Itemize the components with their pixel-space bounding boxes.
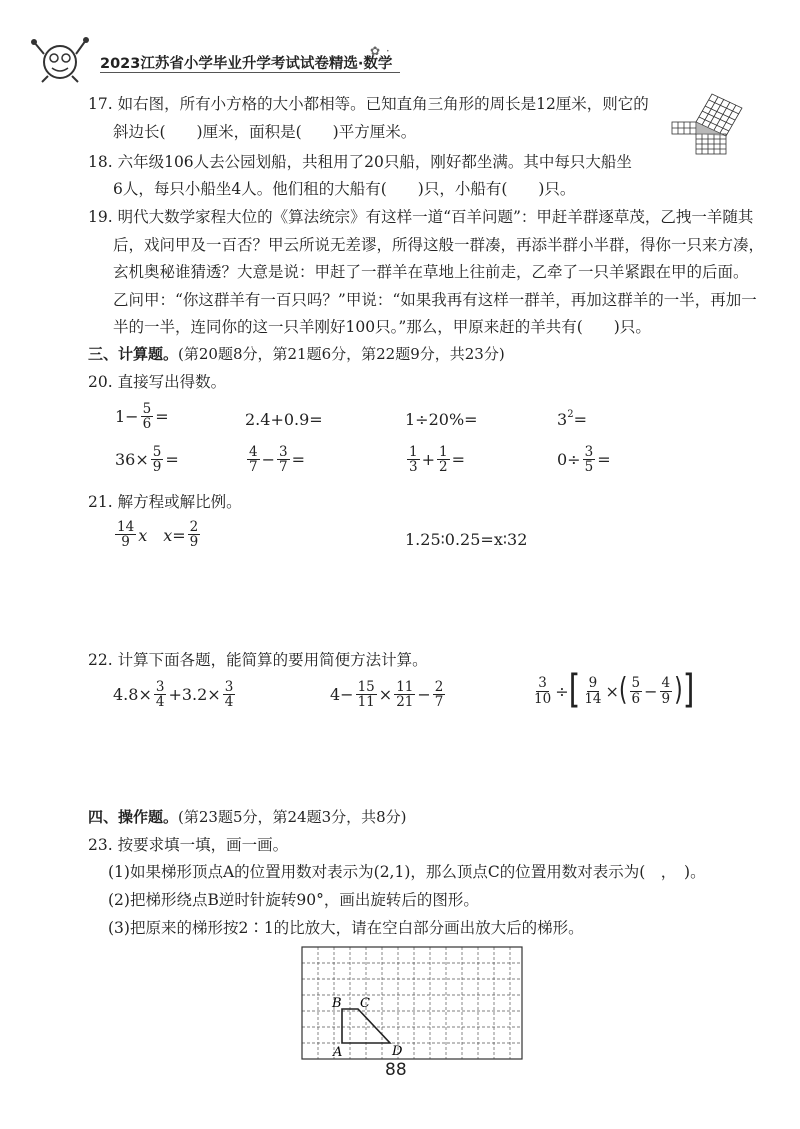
denominator: 7: [279, 459, 288, 476]
numerator: 15: [357, 679, 375, 695]
operator: −: [644, 681, 658, 701]
q19-line5: 半的一半，连同你的这一只羊刚好100只。”那么，甲原来赶的羊共有( )只。: [113, 318, 651, 336]
operator: ×: [378, 685, 393, 705]
numerator: 3: [538, 675, 547, 692]
numerator: 5: [142, 401, 152, 417]
vertex-label-d: D: [392, 1044, 403, 1059]
fraction: [532, 676, 553, 705]
section3-note: (第20题8分，第21题6分，第22题9分，共23分): [178, 345, 505, 363]
section4-note: (第23题5分，第24题3分，共8分): [178, 808, 407, 826]
fraction: [582, 676, 603, 705]
section3-heading: [88, 343, 505, 364]
denominator: 2: [439, 459, 448, 476]
operator: ÷: [555, 681, 569, 701]
denominator: 21: [396, 694, 414, 711]
pythagoras-figure: [662, 88, 754, 156]
q19-line4: 乙问甲：“你这群羊有一百只吗？”甲说：“如果我再有这样一群羊，再加这群羊的一半，再加一: [113, 291, 757, 309]
q20-expr-1: [115, 402, 169, 431]
numerator: 5: [152, 444, 162, 460]
vertex-label-a: A: [333, 1045, 343, 1060]
header-rule: [100, 72, 400, 73]
numerator: 3: [584, 444, 594, 460]
q17-line1: 17. 如右图，所有小方格的大小都相等。已知直角三角形的周长是12厘米，则它的: [88, 95, 649, 113]
fraction: [630, 676, 643, 705]
expr-text: x x=: [138, 526, 186, 546]
denominator: 9: [189, 534, 199, 551]
operator: ×: [605, 681, 619, 701]
vertex-label-c: C: [360, 996, 370, 1011]
q18-line2: 6人，每只小船坐4人。他们租的大船有( )只，小船有( )只。: [113, 180, 576, 198]
expr-text: +3.2×: [168, 685, 221, 705]
numerator: 3: [279, 444, 288, 460]
expr-text: =: [165, 450, 179, 470]
numerator: 3: [224, 679, 234, 695]
right-bracket: ]: [682, 667, 695, 714]
q19-line3: 玄机奥秘谁猜透？大意是说：甲赶了一群羊在草地上往前走，乙牵了一只羊紧跟在甲的后面。: [113, 263, 749, 281]
q20-expr-2: 2.4+0.9=: [245, 410, 323, 429]
numerator: 1: [409, 444, 418, 460]
expr-text: 4.8×: [113, 685, 152, 705]
left-bracket: [: [568, 667, 581, 714]
fraction: [223, 680, 236, 709]
header-title: 2023江苏省小学毕业升学考试试卷精选·数学: [100, 56, 393, 72]
expr-text: =: [155, 407, 169, 427]
operator: +: [421, 450, 435, 470]
numerator: 2: [434, 679, 444, 695]
numerator: 3: [155, 679, 165, 695]
denominator: 3: [409, 459, 418, 476]
denominator: 4: [155, 694, 165, 711]
stars-icon: ✿ ·: [370, 44, 391, 58]
fraction: [433, 680, 446, 709]
numerator: 4: [249, 444, 258, 460]
q23-part1: (1)如果梯形顶点A的位置用数对表示为(2,1)，那么顶点C的位置用数对表示为( ， )。: [108, 863, 706, 881]
fraction: [660, 676, 673, 705]
expr-text: 1−: [115, 407, 139, 427]
denominator: 9: [661, 690, 671, 707]
section4-heading: [88, 806, 407, 827]
q23-part3: (3)把原来的梯形按2∶1的比放大，请在空白部分画出放大后的梯形。: [108, 919, 584, 937]
q19-line2: 后，戏问甲及一百否？甲云所说无差谬，所得这般一群凑，再添半群小半群，得你一只来方凑，: [113, 236, 765, 254]
denominator: 7: [249, 459, 258, 476]
denominator: 6: [631, 690, 641, 707]
denominator: 11: [357, 694, 375, 711]
q23-title: 23. 按要求填一填，画一画。: [88, 836, 289, 854]
expr-text: =: [573, 410, 587, 429]
q19-line1: 19. 明代大数学家程大位的《算法统宗》有这样一道“百羊问题”：甲赶羊群逐草茂，乙拽一羊随其: [88, 208, 754, 226]
expr-text: 0÷: [557, 450, 581, 470]
denominator: 5: [584, 459, 594, 476]
fraction: [154, 680, 167, 709]
q23-part2: (2)把梯形绕点B逆时针旋转90°，画出旋转后的图形。: [108, 891, 479, 909]
operator: −: [417, 685, 431, 705]
fraction: [583, 445, 596, 474]
q20-expr-8: [557, 445, 611, 474]
denominator: 7: [434, 694, 444, 711]
q20-expr-5: [115, 445, 179, 474]
q17-line2: 斜边长( )厘米，面积是( )平方厘米。: [113, 123, 417, 141]
denominator: 9: [152, 459, 162, 476]
fraction: [437, 445, 450, 474]
q22-calc-3: [530, 667, 695, 714]
fraction: [407, 445, 420, 474]
fraction: [151, 445, 164, 474]
denominator: 14: [584, 690, 602, 707]
q20-expr-3: 1÷20%=: [405, 410, 478, 429]
operator: −: [261, 450, 275, 470]
numerator: 4: [661, 675, 671, 692]
q22-calc-1: [113, 680, 237, 709]
fraction: [141, 402, 154, 431]
q20-expr-7: [405, 445, 465, 474]
left-paren: (: [618, 672, 628, 708]
numerator: 2: [189, 519, 199, 535]
denominator: 6: [142, 416, 152, 433]
q22-calc-2: [330, 680, 447, 709]
fraction: [394, 680, 415, 709]
q18-line1: 18. 六年级106人去公园划船，共租用了20只船，刚好都坐满。其中每只大船坐: [88, 153, 632, 171]
expr-text: =: [291, 450, 305, 470]
numerator: 5: [631, 675, 641, 692]
q21-equation-1: [113, 520, 202, 549]
clock-mascot-icon: [28, 34, 98, 84]
section3-title: 三、计算题。: [88, 345, 179, 363]
numerator: 9: [588, 675, 598, 692]
vertex-label-b: B: [332, 996, 342, 1011]
numerator: 11: [396, 679, 414, 695]
q20-title: 20. 直接写出得数。: [88, 373, 227, 391]
expr-text: =: [597, 450, 611, 470]
q20-expr-6: [245, 445, 305, 474]
expr-text: 36×: [115, 450, 149, 470]
fraction: [188, 520, 201, 549]
numerator: 14: [117, 519, 135, 535]
numerator: 1: [439, 444, 448, 460]
denominator: 9: [121, 534, 130, 551]
right-paren: ): [674, 672, 683, 708]
section4-title: 四、操作题。: [88, 808, 179, 826]
base: 3: [557, 410, 568, 429]
q20-expr-4: [557, 410, 587, 429]
q21-equation-2: 1.25∶0.25=x∶32: [405, 530, 528, 549]
denominator: 4: [224, 694, 234, 711]
fraction: [247, 445, 260, 474]
q21-title: 21. 解方程或解比例。: [88, 493, 242, 511]
fraction: [356, 680, 377, 709]
expr-text: =: [451, 450, 465, 470]
fraction: [277, 445, 290, 474]
q22-title: 22. 计算下面各题，能简算的要用简便方法计算。: [88, 651, 428, 669]
exponent: 2: [567, 409, 574, 420]
denominator: 10: [534, 690, 552, 707]
trapezoid-grid: [300, 945, 524, 1061]
fraction: [115, 520, 136, 549]
page-number: 88: [385, 1060, 407, 1080]
expr-text: 4−: [330, 685, 354, 705]
